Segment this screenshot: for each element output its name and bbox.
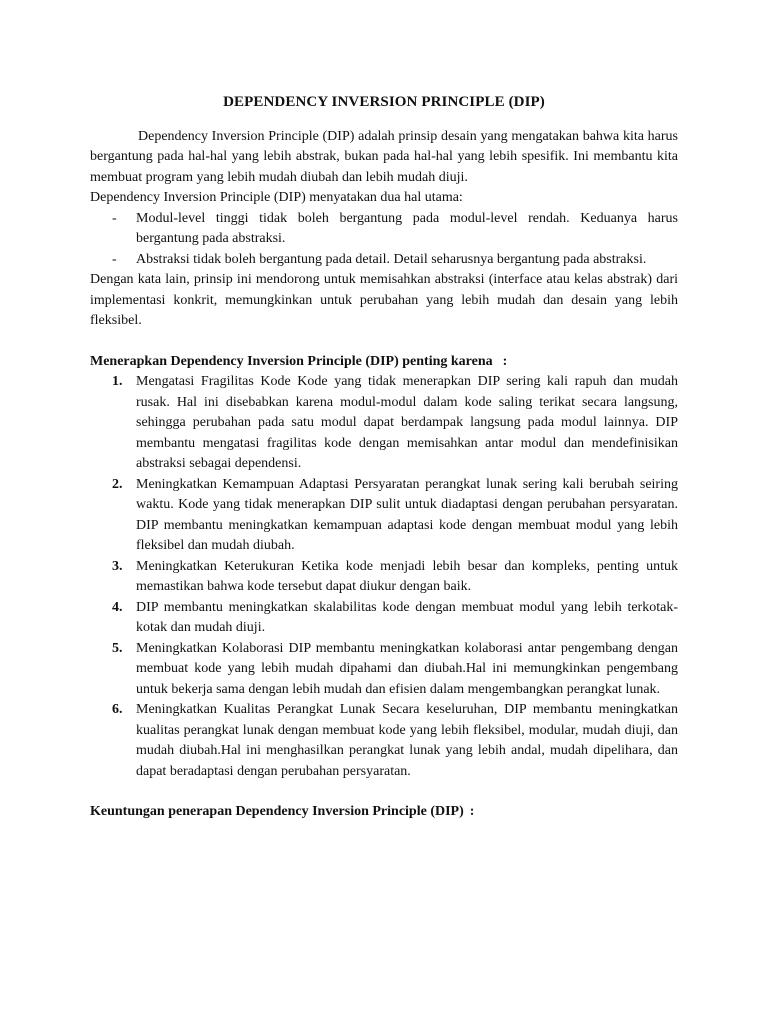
list-item <box>90 475 678 557</box>
list-number: 4. <box>112 599 123 615</box>
section-heading-colon: : <box>502 353 508 369</box>
list-number: 1. <box>112 374 123 389</box>
section-heading-text: Menerapkan Dependency Inversion Principle (DIP) penting karena <box>90 353 493 369</box>
reasons-list <box>90 372 678 782</box>
list-item <box>90 372 678 475</box>
list-item-text: Meningkatkan Keterukuran Ketika kode menjadi lebih besar dan kompleks, penting untuk memastikan bahwa kode tersebut dapat diukur dengan baik. <box>136 558 678 594</box>
list-item-text: Meningkatkan Kualitas Perangkat Lunak Secara keseluruhan, DIP membantu meningkatkan kualitas perangkat lunak dengan membuat kode yang lebih fleksibel, modular, mudah diuji, dan mudah diubah.Hal ini menghasilkan perangkat lunak yang lebih andal, mudah dipelihara, dan dapat beradaptasi dengan perubahan persyaratan. <box>136 702 678 779</box>
intro-paragraph: Dependency Inversion Principle (DIP) adalah prinsip desain yang mengatakan bahwa kita harus bergantung pada hal-hal yang lebih abstrak, bukan pada hal-hal yang lebih spesifik. Ini membantu kita membuat program yang lebih mudah diubah dan lebih mudah diuji. <box>90 128 678 185</box>
list-item-text: DIP membantu meningkatkan skalabilitas kode dengan membuat modul yang lebih terkotak-kotak dan mudah diuji. <box>136 599 678 635</box>
list-number: 6. <box>112 702 123 717</box>
statement-list <box>90 209 678 271</box>
section-heading-importance <box>90 352 678 373</box>
list-item <box>90 700 678 782</box>
section-heading-benefits <box>90 802 678 823</box>
list-item <box>90 209 678 250</box>
list-item <box>90 598 678 639</box>
list-item-text: Abstraksi tidak boleh bergantung pada detail. Detail seharusnya bergantung pada abstraksi. <box>136 251 647 267</box>
list-item-text: Modul-level tinggi tidak boleh bergantung pada modul-level rendah. Keduanya harus bergantung pada abstraksi. <box>136 210 678 246</box>
section-heading-text: Keuntungan penerapan Dependency Inversion Principle (DIP) <box>90 804 464 819</box>
list-number: 5. <box>112 640 123 656</box>
list-item <box>90 639 678 701</box>
statement-line: Dependency Inversion Principle (DIP) menyatakan dua hal utama: <box>90 190 463 205</box>
list-number: 3. <box>112 558 123 574</box>
list-item-text: Mengatasi Fragilitas Kode Kode yang tidak menerapkan DIP sering kali rapuh dan mudah rusak. Hal ini disebabkan karena modul-modul dalam kode saling terikat secara langsung, sehingga perubahan pada satu modul dapat berdampak langsung pada modul lainnya. DIP membantu mengatasi fragilitas kode dengan memisahkan antar modul dan mendefinisikan abstraksi sebagai dependensi. <box>136 374 678 471</box>
list-number: 2. <box>112 476 123 492</box>
page-title: DEPENDENCY INVERSION PRINCIPLE (DIP) <box>223 94 545 110</box>
section-heading-colon: : <box>469 804 475 819</box>
list-item <box>90 250 678 271</box>
list-item-text: Meningkatkan Kemampuan Adaptasi Persyaratan perangkat lunak sering kali berubah seiring waktu. Kode yang tidak menerapkan DIP sulit untuk diadaptasi dengan perubahan persyaratan. DIP membantu meningkatkan kemampuan adaptasi kode dengan membuat modul yang lebih fleksibel dan mudah diubah. <box>136 476 678 553</box>
dash-marker: - <box>112 251 117 267</box>
list-item <box>90 557 678 598</box>
list-item-text: Meningkatkan Kolaborasi DIP membantu meningkatkan kolaborasi antar pengembang dengan membuat kode yang lebih mudah dipahami dan diubah.Hal ini memungkinkan pengembang untuk bekerja sama dengan lebih mudah dan efisien dalam mengembangkan perangkat lunak. <box>136 640 678 697</box>
dash-marker: - <box>112 210 117 226</box>
summary-paragraph: Dengan kata lain, prinsip ini mendorong untuk memisahkan abstraksi (interface atau kelas abstrak) dari implementasi konkrit, memungkinkan untuk perubahan yang lebih mudah dan desain yang lebih fleksibel. <box>90 272 678 328</box>
